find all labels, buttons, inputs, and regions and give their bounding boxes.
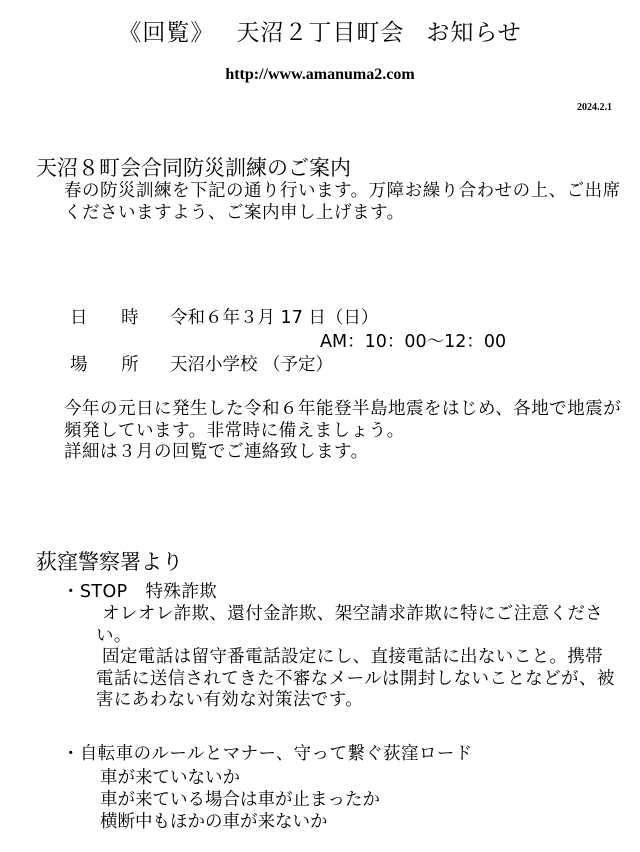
- website-url: http://www.amanuma2.com: [225, 66, 415, 83]
- issue-date: 2024.2.1: [577, 102, 612, 113]
- list-item: 横断中もほかの車が来ないか: [100, 812, 328, 832]
- details-text: 詳細は３月の回覧でご連絡致します。: [64, 442, 369, 462]
- drill-time-value: AM：10：00～12：00: [320, 332, 507, 352]
- bullet-fraud-title: ・STOP 特殊詐欺: [62, 582, 218, 602]
- title-circular-mark: 《回覧》: [118, 20, 215, 46]
- fraud-paragraph-2: 固定電話は留守番電話設定にし、直接電話に出ないこと。携帯電話に送信されてきた不審なメールは開封しないことなどが、被害にあわない有効な対策法です。: [96, 647, 615, 710]
- place-label: 場 所: [70, 355, 153, 375]
- section-title-disaster-drill: 天沼８町会合同防災訓練のご案内: [36, 156, 351, 180]
- bicycle-check-list: [100, 767, 380, 833]
- earthquake-paragraph: [64, 399, 624, 464]
- date-label: 日 時: [70, 308, 153, 328]
- title-association-name: 天沼２丁目町会: [236, 20, 405, 46]
- place-value: 天沼小学校 （予定）: [170, 355, 334, 375]
- drill-date-row: [70, 307, 378, 329]
- page-title: [0, 14, 640, 47]
- earthquake-text: 今年の元日に発生した令和６年能登半島地震をはじめ、各地で地震が頻発しています。非常時に備えましょう。: [64, 399, 622, 441]
- date-value: 令和６年３月 17 日（日）: [170, 308, 379, 328]
- list-item: 車が来ていないか: [100, 768, 240, 788]
- bullet-bicycle-title: ・自転車のルールとマナー、守って繋ぐ荻窪ロード: [62, 744, 473, 764]
- section-title-police: 荻窪警察署より: [36, 550, 183, 574]
- list-item: 車が来ている場合は車が止まったか: [100, 790, 380, 810]
- fraud-paragraph-1: オレオレ詐欺、還付金詐欺、架空請求詐欺に特にご注意ください。: [96, 604, 604, 646]
- drill-intro-paragraph: 春の防災訓練を下記の通り行います。万障お繰り合わせの上、ご出席くださいますよう、ご案内申し上げます。: [64, 181, 621, 223]
- fraud-details: [96, 604, 616, 712]
- title-notice: お知らせ: [426, 20, 522, 46]
- drill-place-row: [70, 354, 333, 376]
